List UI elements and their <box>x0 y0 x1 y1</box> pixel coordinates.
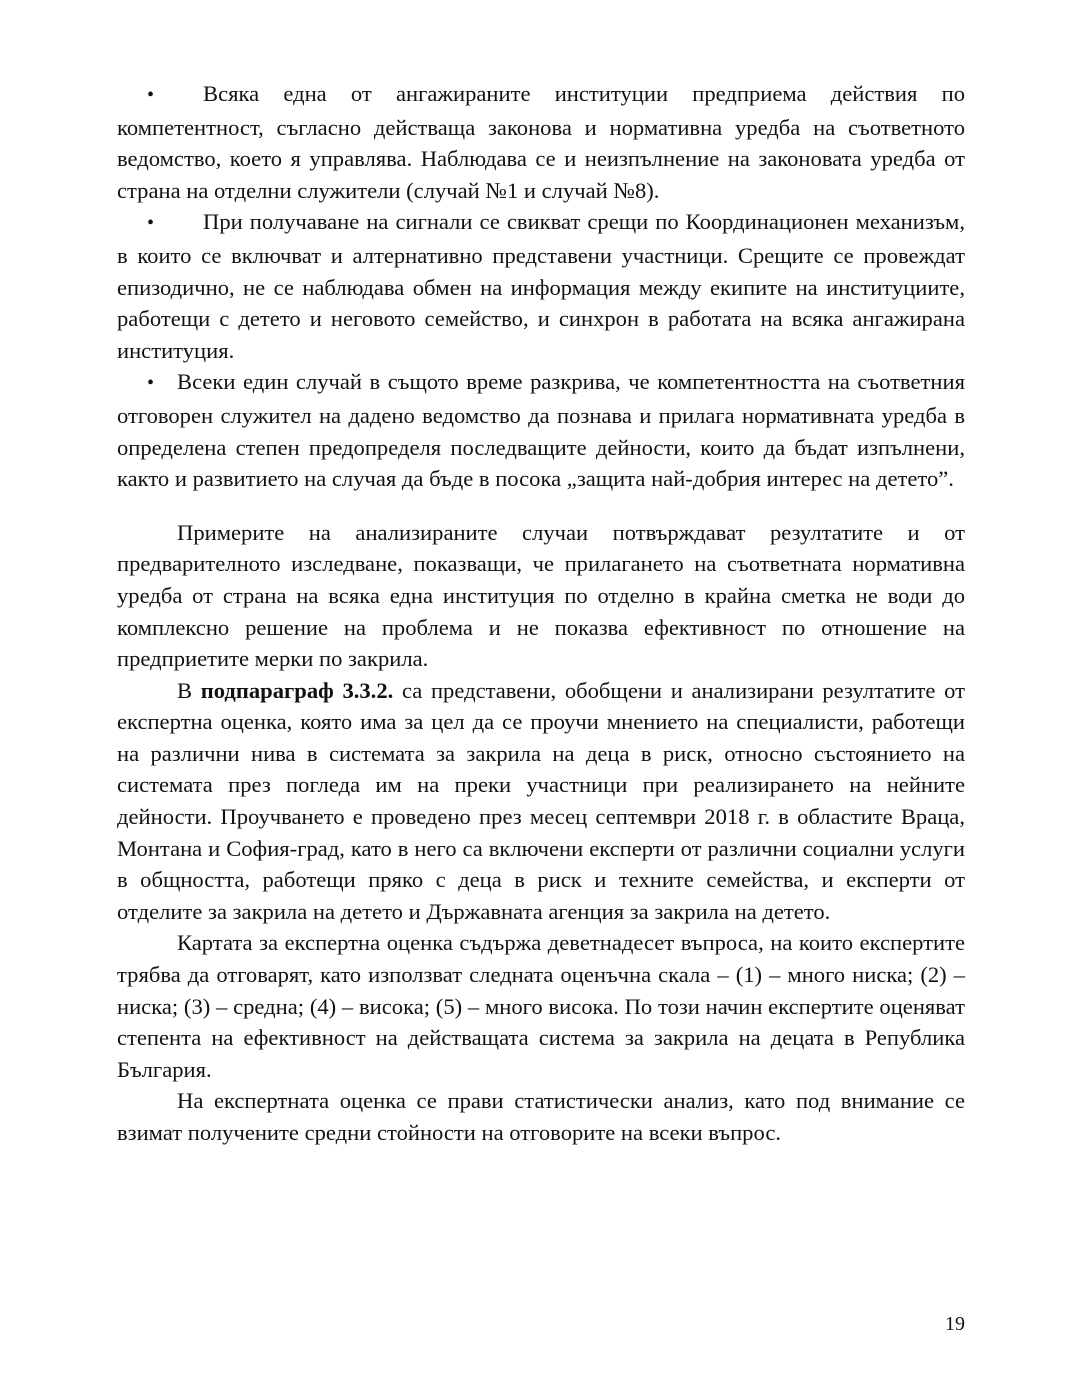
paragraph-assessment-card: Картата за експертна оценка съдържа деветнадесет въпроса, на които експертите трябва да отговарят, като използват следната оценъчна скала – (1) – много ниска; (2) – ниска; (3) – средна; (4) – висока; (5) – много висока. По този начин експертите оценяват степента на ефективност на действащата система за закрила на децата в Република България. <box>117 930 965 1082</box>
document-page <box>117 78 965 1149</box>
bullet-marker: • <box>147 372 155 395</box>
bullet-text: Всяка една от ангажираните институции предприема действия по компетентност, съгласно действаща законова и нормативна уредба на съответното ведомство, което я управлява. Наблюдава се и неизпълнение на законовата уредба от страна на отделни служители (случай №1 и случай №8). <box>117 81 965 203</box>
paragraph-subsection <box>117 675 965 928</box>
paragraph-body: са представени, обобщени и анализирани резултатите от експертна оценка, която има за цел да се проучи мнението на специалисти, работещи на различни нива в системата за закрила на деца в риск, относно състоянието на системата през погледа им на преки участници при реализирането на нейните дейности. Проучването е проведено през месец септември 2018 г. в областите Враца, Монтана и София-град, като в него са включени експерти от различни социални услуги в общността, работещи пряко с деца в риск и техните семейства, и експерти от отделите за закрила на детето и Държавната агенция за закрила на детето. <box>117 677 965 924</box>
bullet-item <box>117 78 965 206</box>
paragraph-lead: В <box>177 677 201 703</box>
bullet-item <box>117 366 965 494</box>
bullet-text: При получаване на сигнали се свикват срещи по Координационен механизъм, в които се включват и алтернативно представени участници. Срещите се провеждат епизодично, не се наблюдава обмен на информация между екипите на институциите, работещи с детето и неговото семейство, и синхрон в работата на всяка ангажирана институция. <box>117 209 965 363</box>
subsection-reference: подпараграф 3.3.2. <box>200 677 394 703</box>
bullet-marker: • <box>147 212 155 235</box>
bullet-marker: • <box>147 84 155 106</box>
bullet-text: Всеки един случай в същото време разкрива, че компетентността на съответния отговорен служител на дадено ведомство да познава и прилага нормативната уредба в определена степен предопределя последващите дейности, които да бъдат изпълнени, както и развитието на случая да бъде в посока „защита най-добрия интерес на детето”. <box>117 369 965 492</box>
paragraph-statistical-analysis: На експертната оценка се прави статистически анализ, като под внимание се взимат получените средни стойности на отговорите на всеки въпрос. <box>117 1088 965 1145</box>
page-number: 19 <box>945 1313 965 1335</box>
paragraph-gap <box>117 495 965 517</box>
bullet-item <box>117 206 965 366</box>
paragraph-examples: Примерите на анализираните случаи потвърждават резултатите и от предварителното изследване, показващи, че прилагането на съответната нормативна уредба от страна на всяка една институция по отделно в крайна сметка не води до комплексно решение на проблема и не показва ефективност по отношение на предприетите мерки по закрила. <box>117 519 965 672</box>
